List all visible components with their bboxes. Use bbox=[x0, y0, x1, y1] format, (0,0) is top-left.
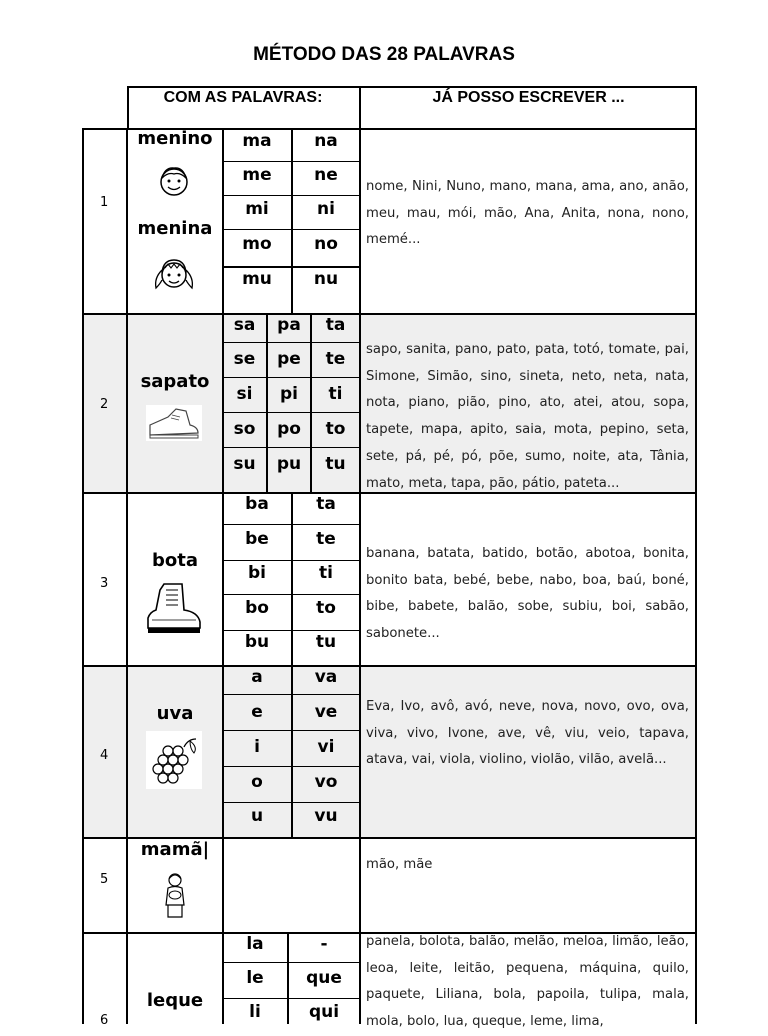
page-title: MÉTODO DAS 28 PALAVRAS bbox=[253, 44, 515, 65]
syllable: to bbox=[325, 419, 346, 439]
syllable: so bbox=[233, 419, 256, 439]
syllable: ta bbox=[325, 315, 346, 335]
syllable: pu bbox=[276, 454, 302, 474]
syllable: te bbox=[316, 529, 336, 549]
row-number: 4 bbox=[100, 748, 109, 763]
key-word: leque bbox=[146, 990, 204, 1011]
syllable: ti bbox=[328, 384, 343, 404]
syllable: nu bbox=[313, 269, 339, 289]
syllable: ti bbox=[319, 563, 333, 583]
row-number: 3 bbox=[100, 576, 109, 591]
syllable: bo bbox=[245, 598, 269, 618]
header-can-write: JÁ POSSO ESCREVER ... bbox=[432, 89, 625, 106]
syllable: i bbox=[254, 737, 260, 757]
syllable: ta bbox=[316, 494, 336, 514]
syllable: li bbox=[249, 1002, 261, 1022]
syllable: le bbox=[246, 968, 264, 988]
row-number: 5 bbox=[100, 872, 109, 887]
words-list: Eva, Ivo, avô, avó, neve, nova, novo, ovo, ova, viva, vivo, Ivone, ave, vê, viu, veio, tapava, atava, vai, viola, violino, violão, vilão, avelã... bbox=[366, 699, 689, 768]
shoe-icon bbox=[146, 405, 202, 441]
syllable: no bbox=[314, 234, 338, 254]
syllable: mo bbox=[242, 234, 272, 254]
row-number: 6 bbox=[100, 1013, 109, 1028]
syllable: o bbox=[251, 772, 263, 792]
words-list: panela, bolota, balão, melão, meloa, limão, leão, leoa, leite, leitão, pequena, máquina, quilo, paquete, Liliana, bola, papoila, tulipa, mala, mola, bolo, lua, queque, leme, lima, bbox=[366, 934, 689, 1030]
words-list: sapo, sanita, pano, pato, pata, totó, tomate, pai, Simone, Simão, sino, sineta, neto, neta, nata, nota, piano, pião, pino, ato, atei, atou, sopa, tapete, mapa, apito, saia, mota, pepino, seta, sete, pá, pé, pó, põe, sumo, noite, ata, Tânia, mato, meta, tapa, pão, pátio, pateta... bbox=[366, 342, 689, 491]
key-word: menino bbox=[137, 128, 213, 149]
key-word: menina bbox=[137, 218, 213, 239]
syllable: mu bbox=[242, 269, 272, 289]
syllable: vi bbox=[317, 737, 335, 757]
syllable: po bbox=[277, 419, 301, 439]
syllable: be bbox=[245, 529, 269, 549]
girl-face-icon bbox=[150, 254, 198, 294]
syllable: u bbox=[250, 806, 264, 826]
syllable: se bbox=[233, 349, 256, 369]
syllable: bi bbox=[248, 563, 266, 583]
syllable: qui bbox=[308, 1002, 340, 1022]
boot-icon bbox=[144, 580, 204, 636]
syllable: vo bbox=[314, 772, 338, 792]
syllable: sa bbox=[233, 315, 256, 335]
syllable: e bbox=[251, 702, 263, 722]
syllable: na bbox=[314, 131, 338, 151]
syllable: tu bbox=[325, 454, 346, 474]
grapes-icon bbox=[146, 731, 202, 789]
syllable: a bbox=[251, 667, 263, 687]
syllable: tu bbox=[315, 632, 337, 652]
syllable: si bbox=[236, 384, 253, 404]
key-word: uva bbox=[156, 703, 194, 724]
header-with-words: COM AS PALAVRAS: bbox=[163, 89, 323, 106]
syllable: te bbox=[325, 349, 346, 369]
syllable: que bbox=[306, 968, 342, 988]
key-word: mamã| bbox=[140, 839, 210, 860]
key-word: bota bbox=[151, 550, 198, 571]
syllable: ni bbox=[317, 199, 335, 219]
row-number: 1 bbox=[100, 195, 109, 210]
words-list: nome, Nini, Nuno, mano, mana, ama, ano, anão, meu, mau, mói, mão, Ana, Anita, nona, nono, memé... bbox=[366, 179, 689, 248]
syllable: - bbox=[320, 934, 328, 954]
syllable: ve bbox=[314, 702, 338, 722]
syllable: bu bbox=[244, 632, 270, 652]
syllable: ne bbox=[314, 165, 338, 185]
syllable: su bbox=[233, 454, 256, 474]
row-number: 2 bbox=[100, 397, 109, 412]
words-list: mão, mãe bbox=[366, 857, 433, 872]
words-list: banana, batata, batido, botão, abotoa, bonita, bonito bata, bebé, bebe, nabo, boa, baú, boné, bibe, babete, balão, sobe, subiu, boi, sabão, sabonete... bbox=[366, 546, 689, 642]
syllable: ba bbox=[245, 494, 269, 514]
syllable: me bbox=[242, 165, 272, 185]
syllable: vu bbox=[314, 806, 338, 826]
syllable: la bbox=[246, 934, 264, 954]
syllable: pa bbox=[277, 315, 301, 335]
syllable: pi bbox=[280, 384, 298, 404]
syllable: ma bbox=[242, 131, 272, 151]
key-word: sapato bbox=[140, 371, 210, 392]
syllable: mi bbox=[245, 199, 269, 219]
boy-face-icon bbox=[156, 163, 192, 199]
syllable: va bbox=[314, 667, 338, 687]
syllable: pe bbox=[277, 349, 301, 369]
mother-baby-icon bbox=[160, 871, 190, 921]
syllable: to bbox=[316, 598, 336, 618]
